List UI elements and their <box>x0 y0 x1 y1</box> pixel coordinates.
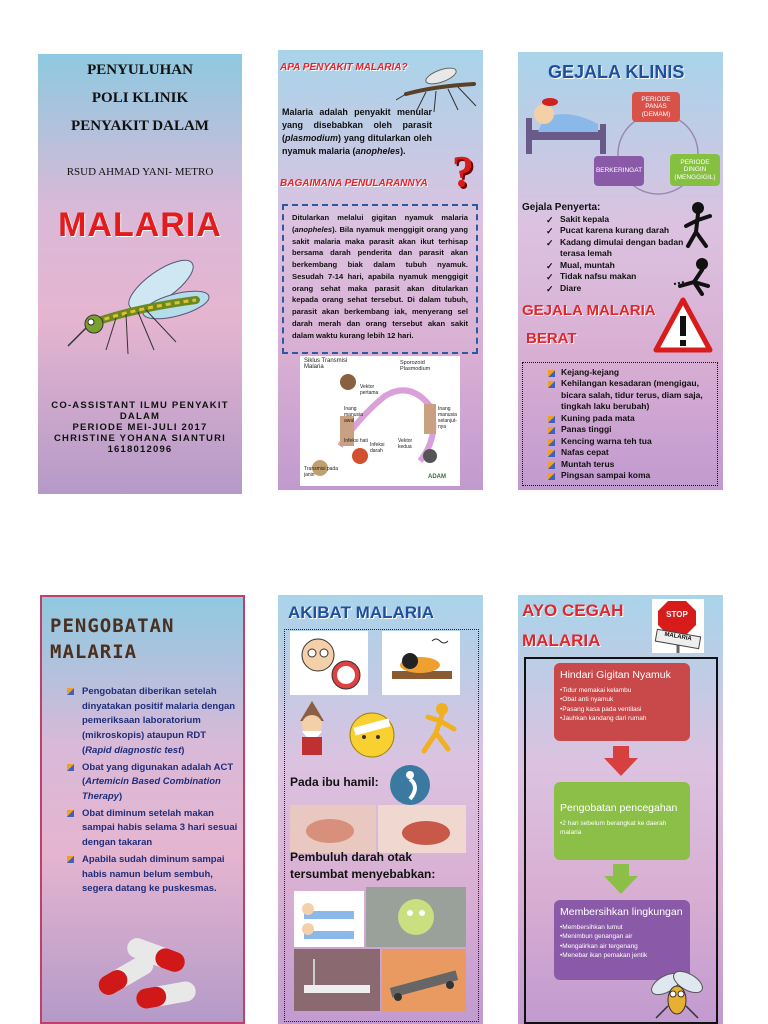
symptom-list <box>546 214 686 294</box>
cycle-vektor2: Vektor kedua <box>398 438 413 450</box>
cycle-infeksi: Infeksi hati <box>344 438 368 444</box>
flow-item: •Pasang kasa pada ventilasi <box>560 705 642 713</box>
symptom-item: ✓ Mual, muntah <box>546 260 686 271</box>
flow-box-preventive-treatment <box>554 782 690 860</box>
clinical-symptoms-heading: GEJALA KLINIS <box>548 62 685 82</box>
flow-box-title: Pengobatan pencegahan <box>560 802 678 814</box>
cover-title-line-1: PENYULUHAN <box>87 62 193 78</box>
footer-line-4: CHRISTINE YOHANA SIANTURI <box>54 433 226 444</box>
cycle-vektor1: Vektor pertama <box>360 384 379 396</box>
consequences-heading: AKIBAT MALARIA <box>288 603 435 622</box>
treatment-heading-line-2: MALARIA <box>50 641 138 663</box>
flow-box-title: Membersihkan lingkungan <box>560 906 683 918</box>
footer-line-2: DALAM <box>119 411 161 422</box>
treatment-heading-line-1: PENGOBATAN <box>50 615 175 637</box>
accompanying-symptoms-label: Gejala Penyerta: <box>522 202 601 213</box>
cycle-cold-period: PERIODE DINGIN (MENGGIGIL) <box>670 154 720 186</box>
transmission-box <box>282 204 478 354</box>
cycle-title: Siklus Transmisi Malaria <box>304 358 348 370</box>
cycle-transmisi: Transmisi pada janin <box>304 466 338 478</box>
footer-line-5: 1618012096 <box>107 444 173 455</box>
consequences-panel <box>278 595 483 1024</box>
vomiting-person-icon <box>672 256 718 296</box>
symptom-item: ✓ Kadang dimulai dengan badan terasa lemah <box>546 237 686 260</box>
symptom-item: ✓ Sakit kepala <box>546 214 686 225</box>
pills-illustration <box>86 915 206 1015</box>
flow-item: •Menimbun genangan air <box>560 933 633 941</box>
running-person-image <box>408 699 466 761</box>
warning-icon <box>652 296 714 354</box>
severe-item: Nafas cepat <box>547 447 711 458</box>
flow-arrow-down-icon <box>604 864 638 894</box>
footer-line-3: PERIODE MEI-JULI 2017 <box>72 422 208 433</box>
severe-item: Kencing warna teh tua <box>547 436 711 447</box>
cover-title-line-2: POLI KLINIK <box>91 90 189 106</box>
flow-item: •Membersihkan lumut <box>560 924 623 931</box>
cycle-hot-period: PERIODE PANAS (DEMAM) <box>632 92 680 122</box>
severe-heading-line-1: GEJALA MALARIA <box>522 302 656 319</box>
severe-item: Panas tinggi <box>547 424 711 435</box>
transmission-cycle-diagram <box>300 356 460 486</box>
flow-box-avoid-bites <box>554 663 690 741</box>
unconscious-image-1 <box>294 891 364 947</box>
cycle-inang: Inang manusia awal <box>344 406 363 424</box>
severe-item: Kejang-kejang <box>547 367 711 378</box>
severe-item: Kehilangan kesadaran (mengigau, bicara salah, tidur terus, diam saja, tingkah laku berubah) <box>547 378 711 412</box>
flow-arrow-down-icon <box>604 746 638 776</box>
pregnancy-icon <box>388 763 432 807</box>
what-is-malaria-heading: APA PENYAKIT MALARIA? <box>280 62 408 73</box>
flow-item: •Tidur memakai kelambu <box>560 687 632 694</box>
mosquito-illustration <box>66 250 216 360</box>
baby-image-1 <box>290 805 376 853</box>
sleeping-at-desk-image <box>382 631 460 695</box>
question-mark-icon: ? <box>452 147 474 196</box>
symptom-item: ✓ Pucat karena kurang darah <box>546 225 686 236</box>
baby-image-2 <box>378 805 466 853</box>
treatment-panel <box>40 595 245 1024</box>
sick-emoji-image <box>344 707 400 759</box>
treatment-list <box>66 685 238 897</box>
transmission-text: Ditularkan melalui gigitan nyamuk malaria (anopheles). Bila nyamuk menggigit orang yang sakit malaria maka parasit akan ikut terhisap bersama darah penderita dan parasit akan berkembang biak dalam tubuh nyamuk. Sesudah 7-14 hari, apabila nyamuk menggigit orang sehat maka parasit akan ditularkan kepada orang sehat tersebut. Di dalam tubuh, parasit akan berkembang iak, menyerang sel darah merah dan orang tersebut akan sakit dalam waktu kurang lebih 12 hari. <box>292 213 468 340</box>
cycle-credit: ADAM <box>428 474 446 480</box>
malaria-sign-text: MALARIA <box>663 631 693 643</box>
hospital-bed-image-2 <box>382 949 466 1011</box>
cycle-sporozoid: Sporozoid Plasmodium <box>400 360 431 372</box>
treatment-item: Pengobatan diberikan setelah dinyatakan positif malaria dengan pemeriksaan laboratorium (mikroskopis) ataupun RDT (Rapid diagnostic test) <box>66 685 238 759</box>
dizzy-person-icon <box>678 198 718 248</box>
severe-symptom-list <box>547 367 711 482</box>
flow-box-title: Hindari Gigitan Nyamuk <box>560 669 671 681</box>
symptom-item: ✓ Tidak nafsu makan <box>546 271 686 282</box>
treatment-item: Apabila sudah diminum sampai habis namun belum sembuh, segera datang ke puskesmas. <box>66 853 238 897</box>
stop-malaria-sign <box>652 599 704 653</box>
main-title: MALARIA <box>58 206 222 244</box>
flow-item: •Mengalirkan air tergenang <box>560 942 638 950</box>
severe-item: Kuning pada mata <box>547 413 711 424</box>
cycle-sweating: BERKERINGAT <box>594 156 644 186</box>
hospital-name: RSUD AHMAD YANI- METRO <box>66 166 214 178</box>
stop-sign-text: STOP <box>666 610 688 619</box>
definition-panel <box>278 50 483 490</box>
malaria-definition: Malaria adalah penyakit menular yang disebabkan oleh parasit (plasmodium) yang ditularkan oleh nyamuk malaria (anopheles). <box>282 107 432 157</box>
footer-line-1: CO-ASSISTANT ILMU PENYAKIT <box>51 400 229 411</box>
cycle-inang2: Inang manusia selanjut-nya <box>438 406 457 430</box>
cycle-infeksi-darah: Infeksi darah <box>370 442 385 454</box>
sick-child-illustration <box>524 88 608 158</box>
symptoms-panel <box>518 52 723 490</box>
prevention-heading-line-2: MALARIA <box>522 631 601 650</box>
severe-symptoms-box <box>522 362 718 486</box>
flow-item: •Obat anti nyamuk <box>560 696 614 704</box>
treatment-item: Obat diminum setelah makan sampai habis selama 3 hari sesuai dengan takaran <box>66 807 238 851</box>
pregnant-label: Pada ibu hamil: <box>290 775 379 789</box>
cover-title-line-3: PENYAKIT DALAM <box>71 118 209 134</box>
severe-item: Muntah terus <box>547 459 711 470</box>
severe-item: Pingsan sampai koma <box>547 470 711 481</box>
cover-footer <box>46 400 234 455</box>
symptom-item: ✓ Diare <box>546 283 686 294</box>
flow-item: •Jauhkan kandang dari rumah <box>560 715 647 723</box>
flow-item: •2 hari sebelum berangkat ke daerah malaria <box>560 820 667 837</box>
prevention-heading-line-1: AYO CEGAH <box>522 601 624 620</box>
stop-sign-icon <box>652 599 704 653</box>
dwarf-character-image <box>290 701 334 761</box>
hospital-bed-image-1 <box>294 949 380 1011</box>
transmission-heading: BAGAIMANA PENULARANNYA <box>280 178 428 189</box>
severe-heading-line-2: BERAT <box>526 330 577 347</box>
mosquito-cartoon-icon <box>644 966 710 1022</box>
brain-vessel-label: Pembuluh darah otak tersumbat menyebabkan: <box>290 850 436 882</box>
tired-person-image <box>290 631 368 695</box>
sick-face-image <box>366 887 466 947</box>
cover-panel <box>38 54 242 494</box>
treatment-item: Obat yang digunakan adalah ACT (Artemicin Based Combination Therapy) <box>66 761 238 805</box>
flow-item: •Menebar ikan pemakan jentik <box>560 952 648 960</box>
